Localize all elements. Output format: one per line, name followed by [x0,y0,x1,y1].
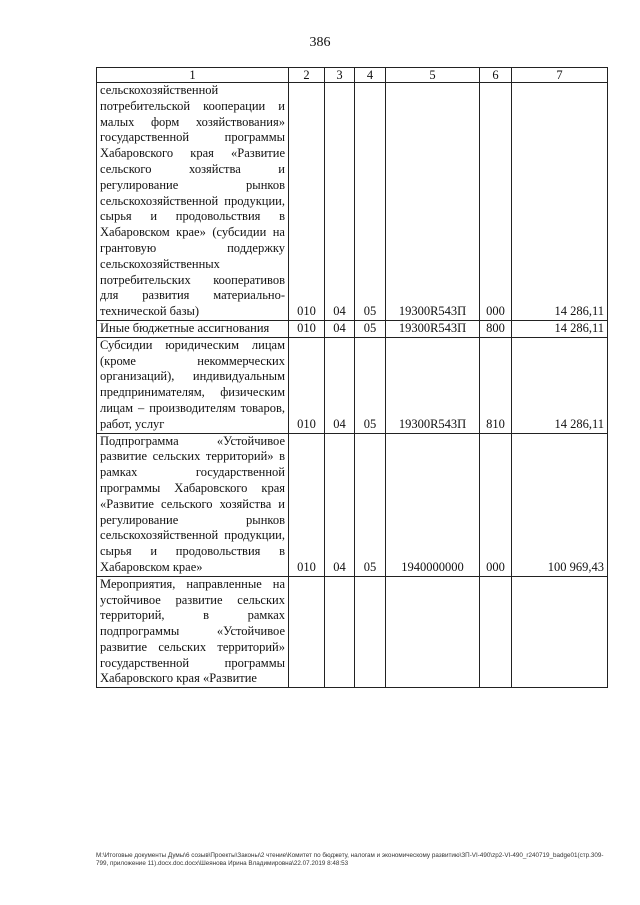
page-number: 386 [309,35,331,50]
cell-ministry-code [289,576,325,688]
cell-amount: 100 969,43 [512,433,608,576]
cell-expense-type: 000 [480,433,512,576]
cell-amount [512,576,608,688]
cell-subsection [355,576,386,688]
cell-target-article: 19300R543П [386,83,480,321]
table-row [97,433,608,576]
cell-ministry-code: 010 [289,83,325,321]
column-header-7: 7 [512,68,608,83]
budget-table [96,67,608,688]
cell-amount: 14 286,11 [512,337,608,433]
row-name: Субсидии юридическим лицам (кроме некоммерческих организаций), индивидуальным предпринимателям, физическим лицам – производителям товаров, работ, услуг [97,337,289,433]
cell-subsection: 05 [355,83,386,321]
cell-target-article: 19300R543П [386,337,480,433]
column-header-4: 4 [355,68,386,83]
row-name: Иные бюджетные ассигнования [97,320,289,337]
cell-section: 04 [325,337,355,433]
row-name: сельскохозяйственной потребительской кооперации и малых форм хозяйствования» государственной программы Хабаровского края «Развитие сельского хозяйства и регулирование рынков сельскохозяйственной продукции, сырья и продовольствия в Хабаровском крае» (субсидии на грантовую поддержку сельскохозяйственных потребительских кооперативов для развития материально-технической базы) [97,83,289,321]
column-header-2: 2 [289,68,325,83]
row-name: Подпрограмма «Устойчивое развитие сельских территорий» в рамках государственной программы Хабаровского края «Развитие сельского хозяйства и регулирование рынков сельскохозяйственной продукции, сырья и продовольствия в Хабаровском крае» [97,433,289,576]
file-path-footer: М:\Итоговые документы Думы\6 созыв\Проекты\Законы\2 чтение\Комитет по бюджету, налогам и экономическому развитию\ЗП-VI-490\zp2-VI-490_r240719_badge01(стр.309-799, приложение 11).docx.doc.docx\Шеянова Ирина Владимировна\22.07.2019 8:48:53 [96,852,604,867]
table-row [97,576,608,688]
cell-expense-type: 800 [480,320,512,337]
table-row [97,337,608,433]
table-row [97,83,608,321]
cell-ministry-code: 010 [289,433,325,576]
column-header-1: 1 [97,68,289,83]
column-header-6: 6 [480,68,512,83]
cell-subsection: 05 [355,337,386,433]
cell-ministry-code: 010 [289,337,325,433]
cell-subsection: 05 [355,320,386,337]
cell-ministry-code: 010 [289,320,325,337]
column-header-5: 5 [386,68,480,83]
column-header-3: 3 [325,68,355,83]
cell-amount: 14 286,11 [512,83,608,321]
cell-target-article [386,576,480,688]
row-name: Мероприятия, направленные на устойчивое развитие сельских территорий, в рамках подпрограммы «Устойчивое развитие сельских территорий» государственной программы Хабаровского края «Развитие [97,576,289,688]
cell-section [325,576,355,688]
cell-expense-type [480,576,512,688]
table-row [97,320,608,337]
cell-target-article: 1940000000 [386,433,480,576]
cell-expense-type: 810 [480,337,512,433]
cell-expense-type: 000 [480,83,512,321]
cell-amount: 14 286,11 [512,320,608,337]
cell-target-article: 19300R543П [386,320,480,337]
cell-section: 04 [325,83,355,321]
cell-section: 04 [325,433,355,576]
cell-subsection: 05 [355,433,386,576]
column-number-row [97,68,608,83]
cell-section: 04 [325,320,355,337]
